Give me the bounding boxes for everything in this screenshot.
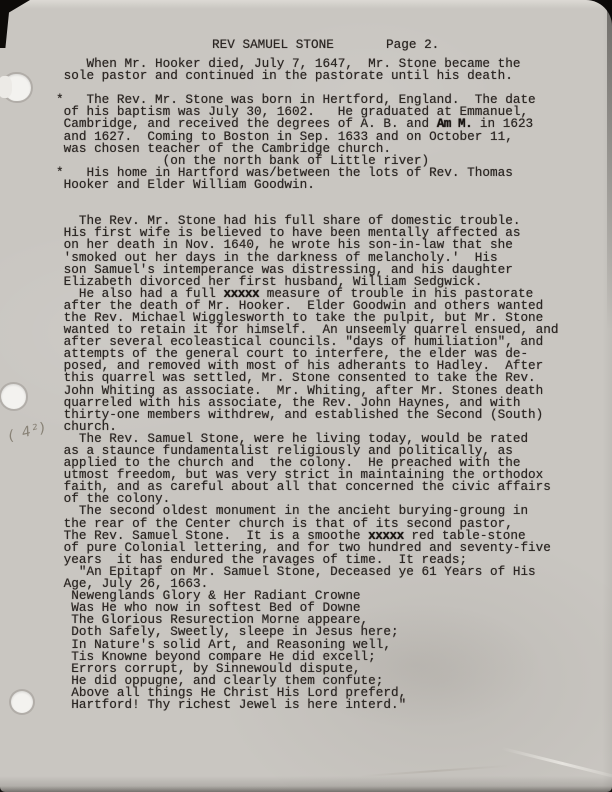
typed-line: (on the north bank of Little river)	[56, 152, 430, 168]
typed-line: years it has endured the ravages of time. It reads;	[56, 551, 468, 567]
typed-line: church.	[56, 418, 117, 434]
typed-line: son Samuel's intemperance was distressing, and his daughter	[56, 261, 513, 277]
typed-line: thirty-one members withdrew, and established the Second (South)	[56, 406, 544, 422]
punch-hole-bottom	[11, 691, 33, 713]
typed-line: sole pastor and continued in the pastorate until his death.	[56, 68, 513, 84]
typed-line: quarreled with his associate, the Rev. John Haynes, and with	[56, 394, 521, 410]
typed-line: Doth Safely, Sweetly, sleepe in Jesus here;	[56, 624, 399, 640]
typed-line: The Rev. Samuel Stone. It is a smoothe xxxxx red table-stone	[56, 527, 526, 543]
typed-line: utmost freedom, but was very strict in maintaining the orthodox	[56, 467, 544, 483]
handwritten-margin-note: ( 4²)	[6, 419, 50, 445]
typed-line: of pure Colonial lettering, and for two hundred and seventy-five	[56, 539, 551, 555]
typed-line: posed, and removed with most of his adherants to Hadley. After	[56, 358, 544, 374]
typed-line: The Rev. Samuel Stone, were he living today, would be rated	[56, 430, 529, 446]
typed-line: faith, and as careful about all that concerned the civic affairs	[56, 479, 551, 495]
typed-line: after the death of Mr. Hooker. Elder Goodwin and others wanted	[56, 297, 544, 313]
typed-line: The Rev. Mr. Stone had his full share of domestic trouble.	[56, 213, 521, 229]
typed-line: Hooker and Elder William Goodwin.	[56, 176, 315, 192]
typed-line: In Nature's solid Art, and Reasoning well,	[56, 636, 392, 652]
document-title: REV SAMUEL STONE	[212, 37, 334, 52]
typed-line: Was He who now in softest Bed of Downe	[56, 600, 361, 616]
typed-line: this quarrel was settled, Mr. Stone consented to take the Rev.	[56, 370, 536, 386]
punch-hole-middle	[1, 384, 26, 409]
typed-line: and 1627. Coming to Boston in Sep. 1633 and on October 11,	[56, 128, 513, 144]
typed-line: the rear of the Center church is that of its second pastor,	[56, 515, 513, 531]
punch-hole-top	[4, 74, 31, 101]
typed-line: Newenglands Glory & Her Radiant Crowne	[56, 588, 361, 604]
page-edge-shadow	[607, 0, 612, 330]
page-bottom-shadow	[0, 776, 612, 792]
typed-line: Tis Knowne beyond compare He did excell;	[56, 648, 376, 664]
typed-line: was chosen teacher of the Cambridge church.	[56, 140, 392, 156]
typed-text-body	[56, 58, 559, 711]
typed-line: 'smoked out her days in the darkness of melancholy.' His	[56, 249, 498, 265]
typed-line: after several ecoleastical councils. "days of humiliation", and	[56, 334, 544, 350]
typed-line: Age, July 26, 1663.	[56, 576, 209, 592]
typed-line: He did oppugne, and clearly them confute;	[56, 672, 384, 688]
typed-line: The Glorious Resurection Morne appeare,	[56, 612, 369, 628]
typed-line: of the colony.	[56, 491, 171, 507]
typed-line: Elizabeth divorced her first husband, William Sedgwick.	[56, 273, 483, 289]
typed-line: Hartford! Thy richest Jewel is here interd."	[56, 696, 407, 712]
typed-line: wanted to retain it for himself. An unseemly quarrel ensued, and	[56, 322, 559, 338]
typed-line: on her death in Nov. 1640, he wrote his son-in-law that she	[56, 237, 513, 253]
typed-line: of his baptism was July 30, 1602. He graduated at Emmanuel,	[56, 104, 529, 120]
typed-line: the Rev. Michael Wigglesworth to take the pulpit, but Mr. Stone	[56, 309, 544, 325]
typed-line: His first wife is believed to have been mentally affected as	[56, 225, 521, 241]
typed-line: The second oldest monument in the ancieht burying-groung in	[56, 503, 529, 519]
typed-line: * The Rev. Mr. Stone was born in Hertford, England. The date	[56, 92, 536, 108]
typed-line: Errors corrupt, by Sinnewould dispute,	[56, 660, 361, 676]
page-number: Page 2.	[386, 37, 440, 52]
typed-line: John Whiting as associate. Mr. Whiting, after Mr. Stones death	[56, 382, 544, 398]
typed-line: attempts of the general court to interfere, the elder was de-	[56, 346, 529, 362]
typed-line: * His home in Hartford was/between the lots of Rev. Thomas	[56, 164, 513, 180]
typed-line: "An Epitapf on Mr. Samuel Stone, Deceased ye 61 Years of His	[56, 563, 536, 579]
typed-line: as a staunce fundamentalist religiously and politically, as	[56, 443, 513, 458]
typed-line: He also had a full xxxxx measure of trouble in his pastorate	[56, 285, 534, 301]
typed-line: Cambridge, and received the degrees of A. B. and Am M. in 1623	[56, 116, 534, 132]
typed-line: applied to the church and the colony. He preached with the	[56, 455, 521, 471]
typed-line: Above all things He Christ His Lord preferd,	[56, 684, 407, 700]
torn-corner-shadow	[0, 0, 30, 48]
typed-line: When Mr. Hooker died, July 7, 1647, Mr. Stone became the	[56, 56, 521, 71]
typed-line	[56, 191, 559, 203]
